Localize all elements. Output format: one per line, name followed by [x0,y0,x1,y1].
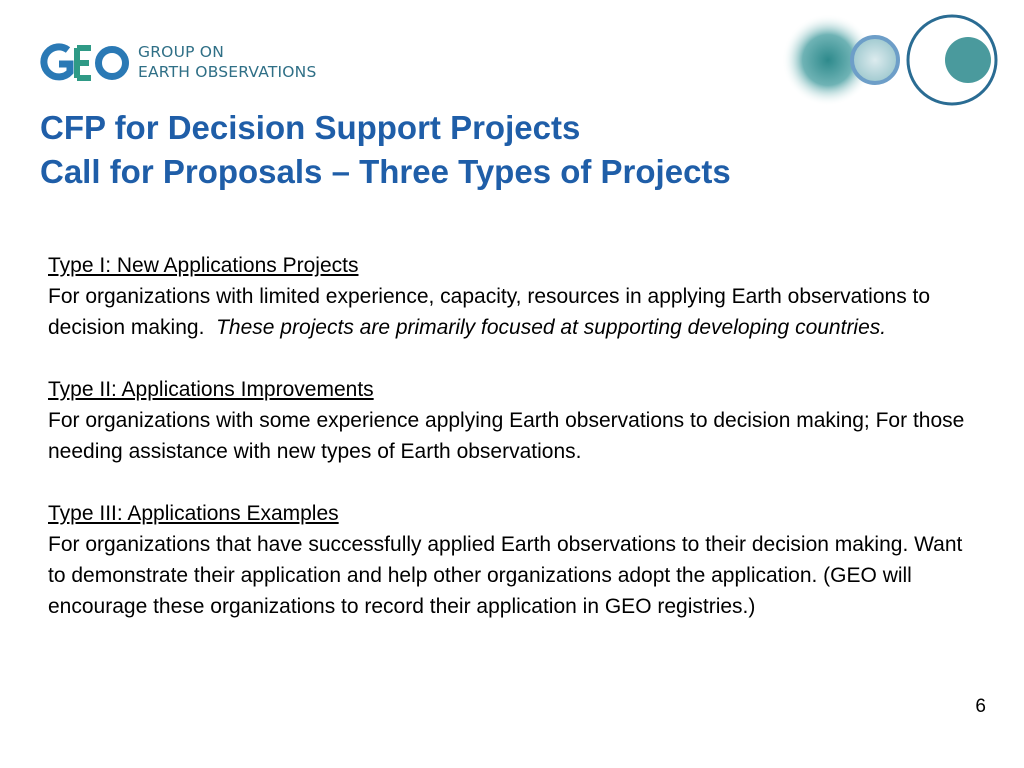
logo-line-earth-observations: EARTH OBSERVATIONS [138,63,317,81]
section-text [48,281,978,343]
geo-logo [40,38,340,88]
section-heading: Type II: Applications Improvements [48,378,374,401]
section-type-3 [48,498,978,622]
section-heading: Type III: Applications Examples [48,502,339,525]
logo-line-group-on: GROUP ON [138,43,224,61]
geo-logo-mark [40,38,136,88]
circle-teal [945,37,991,83]
title-line-1: CFP for Decision Support Projects [40,109,581,146]
section-description: For organizations with limited experience, capacity, resources in applying Earth observations to decision making. [48,285,931,339]
slide-title [40,106,731,194]
section-description: For organizations that have successfully applied Earth observations to their decision making. Want to demonstrate their application and help other organizations adopt the application. (GEO will encourage these organizations to record their application in GEO registries.) [48,533,963,618]
logo-text [138,42,317,82]
section-type-1 [48,250,978,343]
decorative-circles-graphic [770,12,1010,108]
page-number: 6 [975,696,986,717]
section-heading: Type I: New Applications Projects [48,254,359,277]
circle-ring [852,37,898,83]
section-description: For organizations with some experience applying Earth observations to decision making; For those needing assistance with new types of Earth observations. [48,409,965,463]
slide-body [48,250,978,653]
section-type-2 [48,374,978,467]
title-line-2: Call for Proposals – Three Types of Projects [40,153,731,190]
section-emphasis: These projects are primarily focused at supporting developing countries. [216,316,887,339]
